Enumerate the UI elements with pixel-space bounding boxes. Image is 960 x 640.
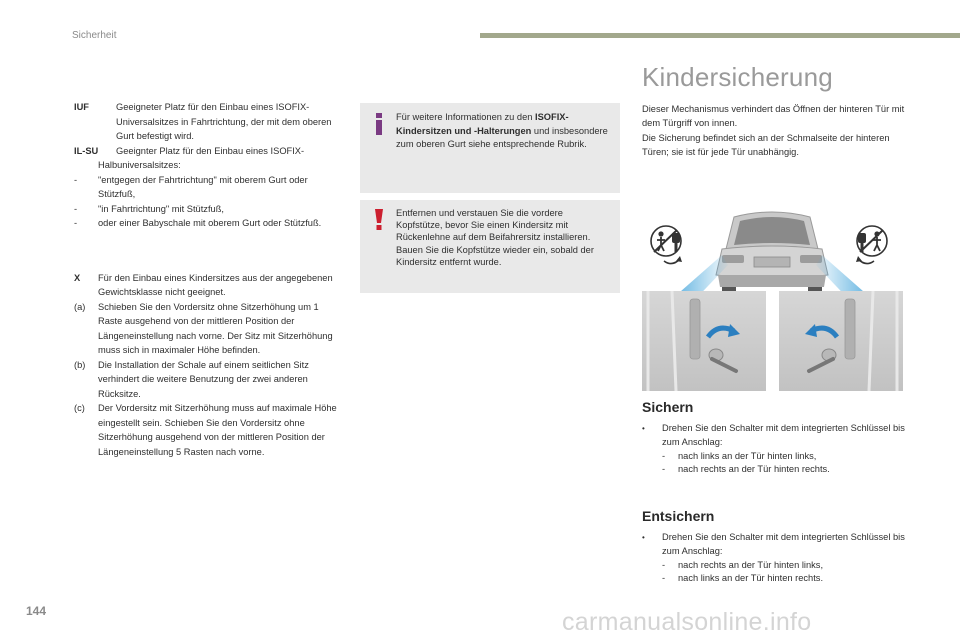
list-item-text: nach rechts an der Tür hinten rechts.	[678, 464, 830, 475]
warning-box	[360, 200, 620, 293]
dash-marker: -	[662, 450, 666, 461]
definition-term: IUF	[74, 102, 89, 112]
note-text: Schieben Sie den Vordersitz ohne Sitzerhöhung um 1 Raste ausgehend von der mittleren Position der Längeneinstellung nach vorne. Der Sitz mit Sitzerhöhung muss sich in maximaler Höhe befinden.	[98, 301, 333, 355]
header-accent-bar	[480, 33, 960, 38]
door-edge-right	[779, 291, 903, 391]
section-heading-sichern: Sichern	[642, 399, 694, 415]
dash-marker: -	[74, 218, 78, 228]
note-b	[74, 358, 340, 402]
lock-steps	[642, 422, 912, 477]
unlock-steps	[642, 531, 912, 586]
page-title: Kindersicherung	[642, 62, 833, 92]
list-item	[642, 450, 912, 464]
list-item	[642, 463, 912, 477]
definition-ilsu	[74, 144, 340, 159]
note-marker: (b)	[74, 359, 86, 370]
list-item-text: nach links an der Tür hinten links,	[678, 450, 817, 461]
watermark: carmanualsonline.info	[562, 608, 812, 636]
dash-marker: -	[74, 203, 78, 214]
note-marker: (c)	[74, 403, 85, 413]
list-item	[74, 173, 340, 202]
list-item	[642, 559, 912, 573]
list-item-text: oder einer Babyschale mit oberem Gurt oder Stützfuß.	[98, 218, 322, 228]
definition-text: Geeigneter Platz für den Einbau eines ISOFIX-Universalsitzes in Fahrtrichtung, der mit dem oberen Gurt befestigt wird.	[116, 102, 332, 141]
info-box	[360, 103, 620, 193]
warning-paragraph: Entfernen und verstauen Sie die vordere Kopfstütze, bevor Sie einen Kindersitz mit Rückenlehne auf dem Beifahrersitz installieren.	[396, 208, 591, 243]
definition-term: IL-SU	[74, 145, 99, 156]
note-text: Für den Einbau eines Kindersitzes aus der angegebenen Gewichtsklasse nicht geeignet.	[98, 272, 333, 297]
child-lock-illustration	[642, 203, 903, 391]
info-text-bold: ISOFIX-Kindersitzen und -Halterungen	[396, 112, 569, 136]
definition-continuation: Halbuniversalsitzes:	[98, 160, 181, 170]
list-item-text: nach links an der Tür hinten rechts.	[678, 573, 824, 584]
warning-icon	[372, 209, 386, 234]
list-item-text: "entgegen der Fahrtrichtung" mit oberem Gurt oder Stützfuß,	[98, 174, 308, 199]
intro-paragraph: Die Sicherung befindet sich an der Schmalseite der hinteren Türen; sie ist für jede Tür unabhängig.	[642, 132, 890, 157]
note-marker: X	[74, 272, 81, 283]
definition-iuf	[74, 100, 340, 144]
note-text: Der Vordersitz mit Sitzerhöhung muss auf maximale Höhe eingestellt sein. Schieben Sie den Vordersitz ohne Sitzerhöhung ausgehend von der mittleren Position der Längeneinstellung 5 Rasten nach vorne.	[98, 403, 337, 457]
list-item	[74, 202, 340, 217]
info-text-post: und insbesondere zum oberen Gurt siehe entsprechende Rubrik.	[396, 125, 608, 149]
dash-marker: -	[662, 559, 666, 570]
step-text: Drehen Sie den Schalter mit dem integrierten Schlüssel bis zum Anschlag:	[662, 423, 905, 447]
child-lock-icon	[856, 226, 887, 264]
list-item-text: "in Fahrtrichtung" mit Stützfuß,	[98, 203, 224, 214]
left-column	[74, 100, 340, 459]
definition-text: Geeignter Platz für den Einbau eines ISOFIX-	[116, 145, 305, 156]
info-text-pre: Für weitere Informationen zu den	[396, 112, 536, 122]
step-text: Drehen Sie den Schalter mit dem integrierten Schlüssel bis zum Anschlag:	[662, 532, 905, 556]
dash-marker: -	[662, 464, 666, 475]
intro-text	[642, 102, 912, 159]
dash-marker: -	[74, 174, 78, 185]
bullet-icon: •	[642, 424, 645, 433]
note-c	[74, 401, 340, 459]
door-edge-left	[642, 291, 766, 391]
step-row	[642, 531, 912, 559]
note-x	[74, 271, 340, 300]
child-lock-icon	[651, 226, 682, 264]
warning-paragraph: Bauen Sie die Kopfstütze wieder ein, sobald der Kindersitz entfernt wurde.	[396, 244, 594, 267]
intro-paragraph: Dieser Mechanismus verhindert das Öffnen der hinteren Tür mit dem Türgriff von innen.	[642, 104, 905, 129]
bullet-icon: •	[642, 533, 645, 542]
section-label: Sicherheit	[72, 30, 117, 41]
list-item-text: nach rechts an der Tür hinten links,	[678, 559, 824, 570]
page-number: 144	[26, 604, 47, 618]
dash-marker: -	[662, 573, 666, 584]
car-rear-graphic	[716, 212, 828, 293]
notes-block	[74, 271, 340, 460]
note-a	[74, 300, 340, 358]
info-icon	[372, 113, 386, 140]
note-text: Die Installation der Schale auf einem seitlichen Sitz verhindert die weitere Benutzung der zwei anderen Rücksitze.	[98, 359, 309, 399]
section-heading-entsichern: Entsichern	[642, 508, 715, 524]
list-item	[642, 572, 912, 586]
note-marker: (a)	[74, 301, 86, 312]
step-row	[642, 422, 912, 450]
list-item	[74, 216, 340, 231]
